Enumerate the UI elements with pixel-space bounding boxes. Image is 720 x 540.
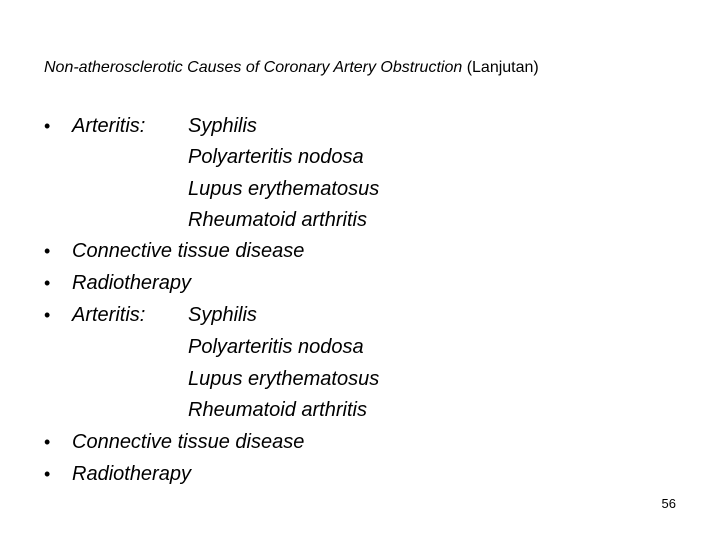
cause-entry: Polyarteritis nodosa [188, 146, 364, 168]
item-label: Arteritis: [72, 304, 146, 326]
cause-entry: Syphilis [188, 115, 257, 137]
cause-entry: Rheumatoid arthritis [188, 209, 367, 231]
slide-title [44, 58, 704, 78]
bullet-icon: • [44, 273, 51, 293]
cause-entry: Syphilis [188, 304, 257, 326]
item-label: Connective tissue disease [72, 431, 305, 453]
slide-title-italic: Non-atherosclerotic Causes of Coronary Artery Obstruction [44, 59, 463, 76]
item-label: Radiotherapy [72, 463, 191, 485]
bullet-icon: • [44, 116, 51, 136]
cause-entry: Polyarteritis nodosa [188, 336, 364, 358]
slide-title-suffix: (Lanjutan) [466, 59, 539, 76]
cause-entry: Lupus erythematosus [188, 178, 380, 200]
bullet-icon: • [44, 464, 51, 484]
bullet-icon: • [44, 305, 51, 325]
item-label: Connective tissue disease [72, 240, 305, 262]
item-label: Radiotherapy [72, 272, 191, 294]
bullet-icon: • [44, 241, 51, 261]
page-number: 56 [661, 496, 676, 511]
cause-entry: Rheumatoid arthritis [188, 399, 367, 421]
item-label: Arteritis: [72, 115, 146, 137]
cause-entry: Lupus erythematosus [188, 368, 380, 390]
bullet-icon: • [44, 432, 51, 452]
